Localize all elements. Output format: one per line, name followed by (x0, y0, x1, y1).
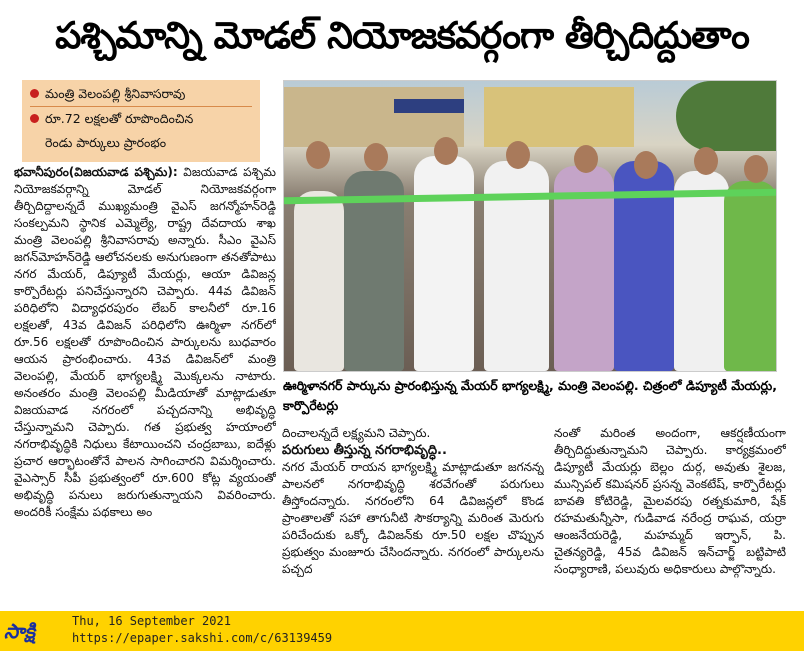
photo-person (674, 171, 729, 371)
photo-tree (676, 81, 776, 151)
photo-person (294, 191, 344, 371)
photo-caption: ఊర్మిళానగర్ పార్కును ప్రారంభిస్తున్న మేయర్ భాగ్యలక్ష్మి, మంత్రి వెలంపల్లి. చిత్రంలో డిప్యూటీ మేయర్లు, కార్పొరేటర్లు (283, 378, 777, 413)
photo-building (484, 87, 634, 147)
highlight-item (30, 107, 252, 131)
photo-building (284, 87, 464, 147)
headline: పశ్చిమాన్ని మోడల్ నియోజకవర్గంగా తీర్చిదిద్దుతాం (55, 14, 749, 57)
photo-head (306, 141, 330, 169)
photo-person (724, 181, 777, 371)
news-photo (283, 80, 777, 372)
article-text: నంతో మరింత అందంగా, ఆకర్షణీయంగా తీర్చిదిద్దుతున్నామని చెప్పారు. కార్యక్రమంలో డిప్యూటీ మేయర్లు బెల్లం దుర్గ, అవుతు శైలజ, మున్సిపల్ కమిషనర్ ప్రసన్న వెంకటేష్, కార్పొరేటర్లు బావతి కోటిరెడ్డి, మైలవరపు రత్నకుమారి, షేక్ రహమతున్నీసా, గుడివాడ నరేంద్ర రాఘవ, యర్రా ఆంజనేయరెడ్డి, మహమ్మద్ ఇర్ఫాన్, పి. చైతన్యరెడ్డి, 45వ డివిజన్ ఇన్‌చార్జ్ బట్టిపాటి సంధ్యారాణి, పలువురు అధికారులు పాల్గొన్నారు. (554, 426, 786, 576)
article-text: విజయవాడ పశ్చిమ నియోజకవర్గాన్ని మోడల్ నియోజకవర్గంగా తీర్చిదిద్దాలన్నదే ముఖ్యమంత్రి వైఎస్ జగన్మోహన్‌రెడ్డి సంకల్పమని స్థానిక ఎమ్మెల్యే, రాష్ట్ర దేవదాయ శాఖ మంత్రి వెలంపల్లి శ్రీనివాసరావు అన్నారు. సీఎం వైఎస్ జగన్‌మోహన్‌రెడ్డి ఆలోచనలకు అనుగుణంగా తనతోపాటు నగర మేయర్, డిప్యూటీ మేయర్లు, ఆయా డివిజన్ల కార్పొరేటర్లు పనిచేస్తున్నారని చెప్పారు. 44వ డివిజన్ పరిధిలోని విద్యాధరపురం లేబర్ కాలనీలో రూ.16 లక్షలతో, 43వ డివిజన్ పరిధిలోని ఊర్మిళా నగర్‌లో రూ.56 లక్షలతో రూపొందించిన పార్కులను బుధవారం ఆయన ప్రారంభించారు. 43వ డివిజన్‌లో మంత్రి వెలంపల్లి, మేయర్ భాగ్యలక్ష్మి మొక్కలను నాటారు. అనంతరం మంత్రి వెలంపల్లి మీడియాతో మాట్లాడుతూ విజయవాడ నగరంలో పచ్చదనాన్ని అభివృద్ధి చేస్తున్నామని చెప్పారు. గత ప్రభుత్వ హయాంలో నగరాభివృద్ధికి నిధులు కేటాయించని చంద్రబాబు, ఐదేళ్లు ప్రచార ఆర్భాటంతోనే పాలన సాగించారని విమర్శించారు. వైఎస్సార్ సీపీ ప్రభుత్వంలో రూ.600 కోట్ల వ్యయంతో అభివృద్ధి పనులు జరుగుతున్నాయని వివరించారు. అందరికీ సంక్షేమ పథకాలు అం (14, 165, 276, 519)
highlight-item-continued (30, 131, 252, 155)
article-column-left (14, 164, 276, 604)
article-text: దించాలన్నదే లక్ష్యమని చెప్పారు. (282, 426, 431, 440)
bullet-icon (30, 89, 39, 98)
photo-head (506, 141, 530, 169)
footer-url[interactable]: https://epaper.sakshi.com/c/63139459 (72, 631, 333, 645)
article-text: నగర మేయర్ రాయన భాగ్యలక్ష్మి మాట్లాడుతూ జగనన్న పాలనలో నగరాభివృద్ధి శరవేగంతో పరుగులు తీస్తోందన్నారు. నగరంలోని 64 డివిజన్లలో కొండ ప్రాంతాలతో సహా తాగునీటి సౌకర్యాన్ని మరింత మెరుగు పరిచేందుకు ఒక్కో డివిజన్‌కు రూ.50 లక్షల చొప్పున ప్రభుత్వం మంజూరు చేసిందన్నారు. నగరంలో పార్కులను పచ్చద (282, 460, 544, 576)
photo-head (634, 151, 658, 179)
photo-sign (394, 99, 464, 113)
sakshi-logo: సాక్షి (4, 619, 36, 643)
photo-head (744, 155, 768, 183)
highlight-text: రెండు పార్కులు ప్రారంభం (45, 135, 167, 150)
highlights-box (22, 80, 260, 162)
highlight-text: రూ.72 లక్షలతో రూపొందించిన (45, 111, 194, 126)
highlight-item (30, 82, 252, 107)
photo-person (414, 156, 474, 371)
article-subheading: పరుగులు తీస్తున్న నగరాభివృద్ధి.. (282, 443, 447, 458)
highlight-text: మంత్రి వెలంపల్లి శ్రీనివాసరావు (45, 86, 186, 101)
photo-head (574, 145, 598, 173)
footer-bar (0, 611, 804, 651)
photo-head (364, 143, 388, 171)
bullet-icon (30, 114, 39, 123)
footer-date: Thu, 16 September 2021 (72, 614, 231, 628)
article-dateline: భవానీపురం(విజయవాడ పశ్చిమ): (14, 165, 178, 179)
photo-head (694, 147, 718, 175)
photo-head (434, 137, 458, 165)
article-column-right (554, 425, 786, 603)
article-column-middle (282, 425, 544, 603)
